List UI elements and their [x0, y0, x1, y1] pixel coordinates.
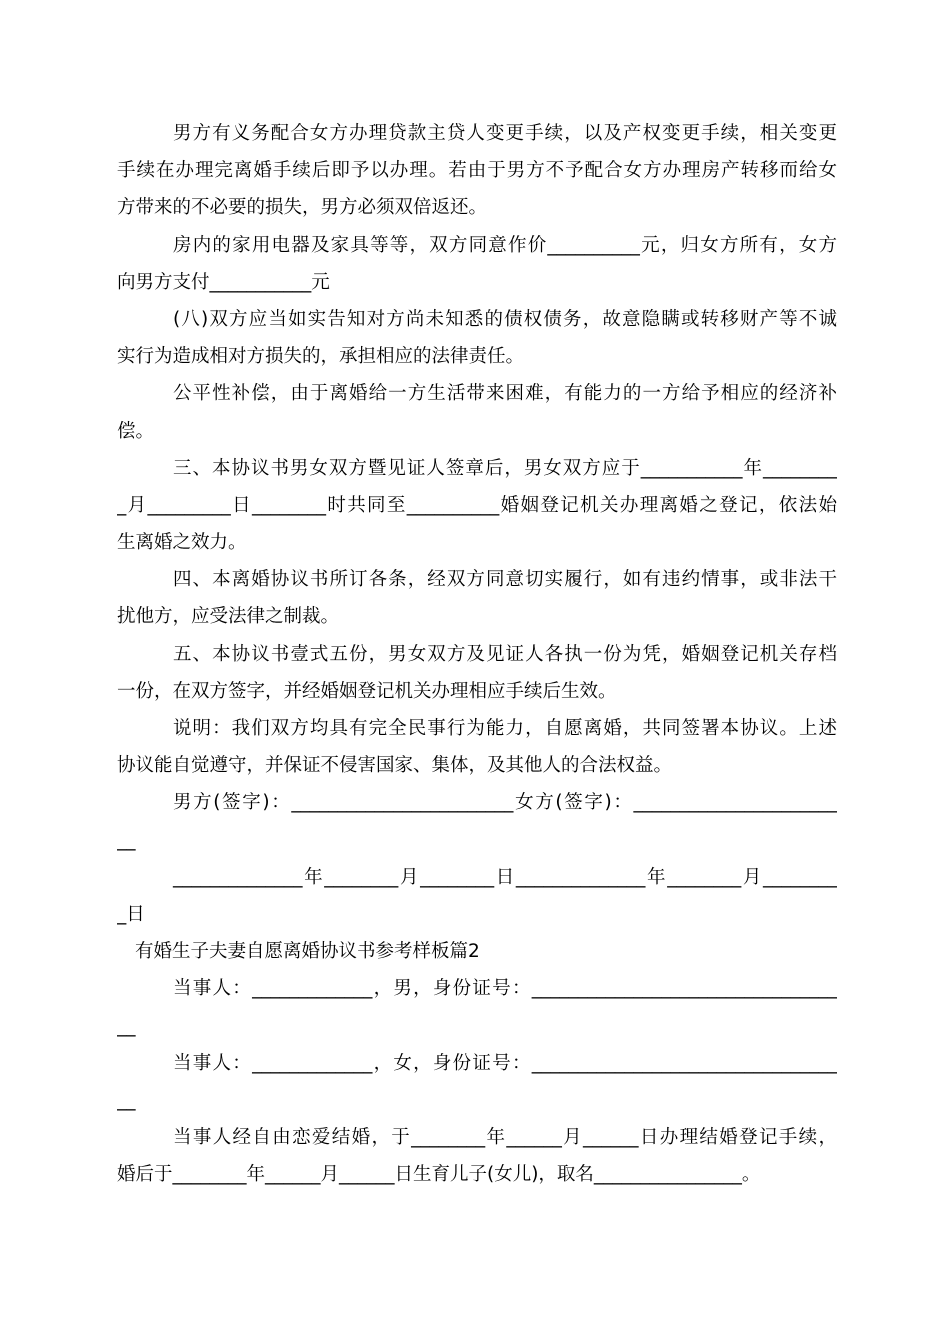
paragraph-line: 男方有义务配合女方办理贷款主贷人变更手续，以及产权变更手续，相关变更 [173, 123, 837, 144]
paragraph-line: 协议能自觉遵守，并保证不侵害国家、集体，及其他人的合法权益。 [117, 755, 673, 777]
paragraph-line: 扰他方，应受法律之制裁。 [117, 606, 340, 628]
paragraph-line: 向男方支付___________元 [117, 271, 330, 293]
paragraph-line: 偿。 [117, 420, 155, 442]
paragraph-line: (八)双方应当如实告知对方尚未知悉的债权债务，故意隐瞒或转移财产等不诚 [173, 308, 837, 330]
party-line-male: 当事人：_____________，男，身份证号：_________________________________ [173, 978, 837, 1000]
paragraph-line: 四、本离婚协议书所订各条，经双方同意切实履行，如有违约情事，或非法干 [173, 569, 837, 591]
paragraph-line: _月_________日________时共同至__________婚姻登记机关办理离婚之登记，依法始 [117, 494, 837, 516]
paragraph-line: 说明：我们双方均具有完全民事行为能力，自愿离婚，共同签署本协议。上述 [173, 718, 837, 739]
party-line-female: 当事人：_____________，女，身份证号：_________________________________ [173, 1052, 837, 1074]
paragraph-line: 公平性补偿，由于离婚给一方生活带来困难，有能力的一方给予相应的经济补 [173, 383, 837, 405]
paragraph-line: 房内的家用电器及家具等等，双方同意作价__________元，归女方所有，女方 [173, 234, 837, 256]
date-line: ______________年________月________日______________年________月________ [173, 866, 837, 888]
paragraph-line: 婚后于________年______月______日生育儿子(女儿)，取名________________。 [117, 1164, 761, 1186]
document-page [117, 115, 837, 1193]
party-line-continuation: __ [117, 1015, 136, 1037]
signature-line-continuation: __ [117, 829, 136, 851]
paragraph-line: 方带来的不必要的损失，男方必须双倍返还。 [117, 197, 488, 219]
signature-line-male-female: 男方(签字)：________________________女方(签字)：______________________ [173, 792, 837, 814]
paragraph-line: 三、本协议书男女双方暨见证人签章后，男女双方应于___________年________ [173, 457, 837, 479]
paragraph-line: 生离婚之效力。 [117, 532, 247, 554]
paragraph-line: 五、本协议书壹式五份，男女双方及见证人各执一份为凭，婚姻登记机关存档 [173, 643, 837, 665]
paragraph-line: 手续在办理完离婚手续后即予以办理。若由于男方不予配合女方办理房产转移而给女 [117, 160, 837, 182]
paragraph-line: 一份，在双方签字，并经婚姻登记机关办理相应手续后生效。 [117, 680, 617, 702]
date-line-continuation: _日 [117, 903, 145, 925]
paragraph-line: 当事人经自由恋爱结婚，于________年______月______日办理结婚登记手续， [173, 1127, 837, 1149]
party-line-continuation: __ [117, 1089, 136, 1111]
paragraph-line: 实行为造成相对方损失的，承担相应的法律责任。 [117, 346, 525, 368]
section-heading: 有婚生子夫妻自愿离婚协议书参考样板篇2 [135, 941, 480, 963]
